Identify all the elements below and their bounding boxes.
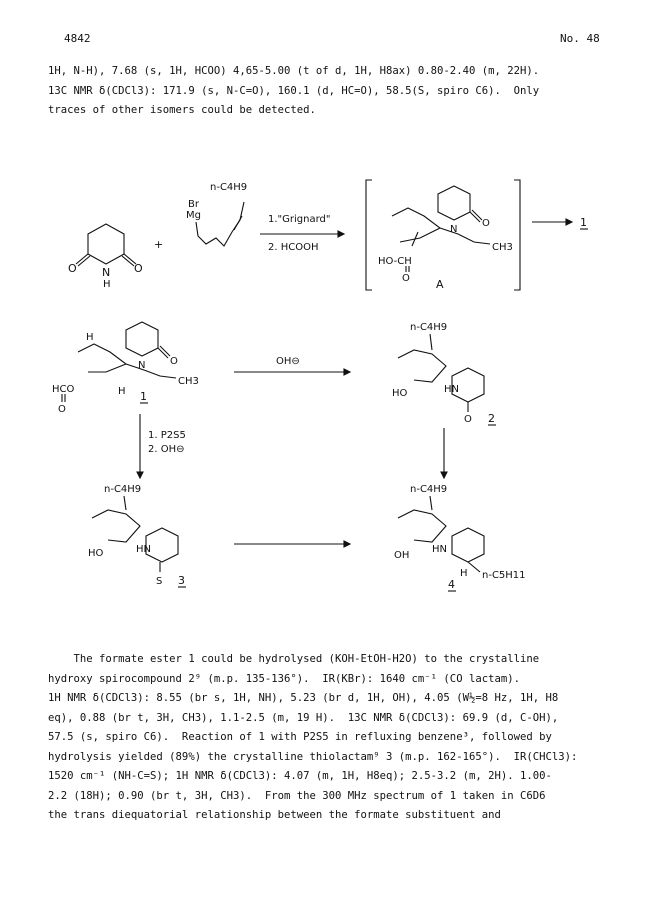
text-line: 2.2 (18H); 0.90 (br t, 3H, CH3). From the 300 MHz spectrum of 1 taken in C6D6 (48, 789, 546, 802)
n-butyl-label: n-C4H9 (210, 182, 248, 193)
atom-n: N (450, 224, 458, 235)
atom-o: O (58, 404, 66, 415)
n-pentyl-label: n-C5H11 (482, 570, 526, 581)
compound-label: 2 (488, 412, 495, 425)
text-line: The formate ester 1 could be hydrolysed (KOH-EtOH-H2O) to the crystalline (48, 653, 540, 665)
step-2-label: 2. HCOOH (268, 242, 319, 253)
paragraph-nmr-data (48, 62, 638, 121)
compound-label: 1 (140, 390, 147, 403)
atom-h: H (86, 332, 94, 343)
n-butyl-label: n-C4H9 (104, 484, 142, 495)
amine-nh-label: HN (432, 544, 447, 555)
atom-n: N (138, 360, 146, 371)
atom-o: O (482, 218, 490, 229)
text-line: 13C NMR δ(CDCl3): 171.9 (s, N-C=O), 160.1 (d, HC=O), 58.5(S, spiro C6). Only (48, 84, 540, 97)
intermediate-label: A (436, 278, 444, 291)
page-number: 4842 (64, 32, 91, 45)
plus-sign: + (154, 238, 164, 251)
text-line: 1H, N-H), 7.68 (s, 1H, HCOO) 4,65-5.00 (t of d, 1H, H8ax) 0.80-2.40 (m, 22H). (48, 65, 540, 77)
atom-o: O (68, 262, 77, 275)
bromine-label: Br (188, 199, 199, 210)
atom-s: S (156, 576, 163, 587)
text-line: eq), 0.88 (br t, 3H, CH3), 1.1-2.5 (m, 19 H). 13C NMR δ(CDCl3): 69.9 (d, C-OH), (48, 711, 559, 724)
compound-3-structure (88, 484, 178, 587)
thioamide-nh-label: HN (136, 544, 151, 555)
text-line: the trans diequatorial relationship between the formate substituent and (48, 809, 501, 821)
step-1-label: 1."Grignard" (268, 214, 331, 225)
text-line: hydrolysis yielded (89%) the crystalline thiolactam⁹ 3 (m.p. 162-165°). IR(CHCl3): (48, 750, 578, 763)
text-line: 57.5 (s, spiro C6). Reaction of 1 with P2S5 in refluxing benzene³, followed by (48, 731, 552, 743)
compound-label: 4 (448, 578, 455, 591)
atom-nh: N (102, 266, 111, 279)
hydroxyl-label: HO (392, 388, 408, 399)
compound-1-structure (52, 322, 199, 415)
atom-h: H (460, 568, 468, 579)
magnesium-label: Mg (186, 210, 201, 221)
issue-number: No. 48 (560, 32, 600, 45)
n-butyl-label: n-C4H9 (410, 322, 448, 333)
text-line: traces of other isomers could be detected. (48, 104, 316, 116)
condition-1: 1. P2S5 (148, 430, 186, 441)
n-butyl-label: n-C4H9 (410, 484, 448, 495)
methyl-label: CH3 (178, 376, 199, 387)
compound-2-structure (392, 322, 484, 425)
reagent-hydroxide: OH⊖ (276, 356, 300, 367)
atom-o: O (170, 356, 178, 367)
compound-label: 3 (178, 574, 185, 587)
glutarimide-structure (68, 224, 143, 290)
text-line: 1H NMR δ(CDCl3): 8.55 (br s, 1H, NH), 5.23 (br d, 1H, OH), 4.05 (W½=8 Hz, 1H, H8 (48, 692, 559, 704)
atom-h: H (118, 386, 126, 397)
methyl-label: CH3 (492, 242, 513, 253)
atom-o: O (464, 414, 472, 425)
hydroxyl-label: HO (88, 548, 104, 559)
text-line: 1520 cm⁻¹ (NH-C=S); 1H NMR δ(CDCl3): 4.07 (m, 1H, H8eq); 2.5-3.2 (m, 2H). 1.00- (48, 770, 552, 782)
compound-4-structure (394, 484, 526, 581)
reaction-scheme (48, 172, 638, 612)
hydroxymethine-label: HO-CH (378, 256, 412, 267)
text-line: hydroxy spirocompound 2⁹ (m.p. 135-136°). IR(KBr): 1640 cm⁻¹ (CO lactam). (48, 672, 520, 685)
hydroxyl-label: OH (394, 550, 410, 561)
formyl-label: HCO (52, 384, 75, 395)
intermediate-a-structure (378, 186, 513, 284)
product-label: 1 (580, 216, 587, 229)
condition-2: 2. OH⊖ (148, 444, 185, 455)
grignard-reagent-structure (186, 182, 247, 246)
atom-o: O (402, 273, 410, 284)
atom-o: O (134, 262, 143, 275)
paragraph-discussion (48, 650, 638, 826)
amide-nh-label: HN (444, 384, 459, 395)
atom-h: H (103, 279, 111, 290)
